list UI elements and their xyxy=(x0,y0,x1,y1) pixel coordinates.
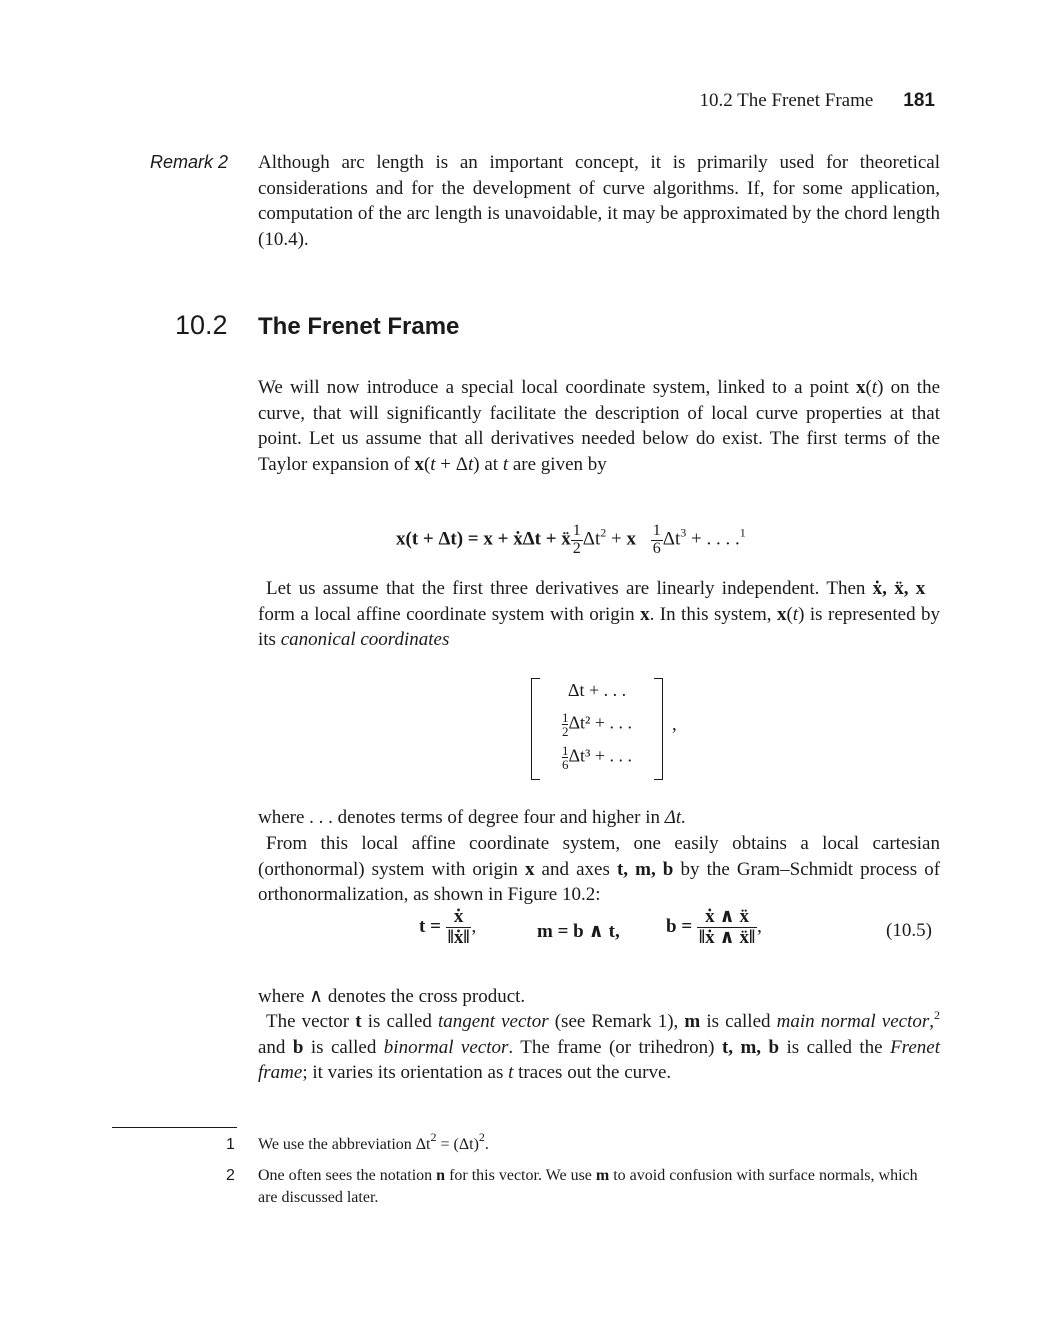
remark-text: Although arc length is an important concept, it is primarily used for theoretical considerations and for the development of curve algorithms. If, for some application, computation of the arc length is unavoidable, it may be approximated by the chord length (10.4). xyxy=(258,152,940,250)
paragraph-cross-product: where ∧ denotes the cross product. xyxy=(258,986,526,1007)
footnote-rule xyxy=(112,1127,237,1128)
paragraph-intro: We will now introduce a special local coordinate system, linked to a point x(t) on the curve, that will significantly facilitate the description of local curve properties at that point. Let us assume that all derivatives needed below do exist. The first terms of the Taylor expansion of x(t + Δt) at t are given by xyxy=(258,377,941,475)
left-bracket xyxy=(531,678,540,780)
section-number: 10.2 xyxy=(175,310,228,340)
matrix-row-2: $\frac{1}{2}$ Δt² + . . . xyxy=(561,710,633,739)
equation-number: (10.5) xyxy=(886,920,932,941)
remark-label: Remark 2 xyxy=(150,152,229,172)
matrix-row-3: $\frac{1}{6}$ Δt³ + . . . xyxy=(561,743,633,772)
matrix-comma: , xyxy=(672,714,677,735)
right-bracket xyxy=(654,678,663,780)
matrix-row-1: Δt + . . . xyxy=(567,680,627,700)
footnote-2-number: 2 xyxy=(226,1167,235,1184)
paragraph-frenet-definition: The vector t is called tangent vector (see Remark 1), m is called main normal vector,$^2$ and b is called binormal vector. The frame (or trihedron) t, m, b is called the Frenet frame; it varies its orientation as t traces out the curve. xyxy=(258,1008,941,1083)
running-title: 10.2 The Frenet Frame xyxy=(699,90,874,111)
footnote-ref-1: 1 xyxy=(739,525,746,540)
footnote-1-number: 1 xyxy=(226,1136,235,1153)
canonical-coordinates-matrix xyxy=(531,678,663,780)
paragraph-canonical: Let us assume that the first three derivatives are linearly independent. Then ẋ, ẍ, x⃛ form a local affine coordinate system with origin x. In this system, x(t) is represented by its canonical coordinates xyxy=(258,578,941,650)
running-header xyxy=(0,90,935,112)
footnote-ref-2: 2 xyxy=(934,1008,941,1022)
paragraph-where-dots: where . . . denotes terms of degree four and higher in Δt. xyxy=(258,807,686,828)
section-title: The Frenet Frame xyxy=(258,313,460,340)
equation-taylor: x(t + Δt) = x + ẋΔt + ẍ $\frac{1}{2}$ $\Delta t^2$ + x⃛ $\frac{1}{6}$ $\Delta t^3$ + . . . .$^1$ xyxy=(396,522,746,557)
equation-binormal: b = $\frac{\text{ẋ ∧ ẍ}}{\text{‖ẋ ∧ ẍ‖}}$ , xyxy=(666,906,762,948)
page-number: 181 xyxy=(903,90,935,111)
paragraph-gram-schmidt: From this local affine coordinate system, one easily obtains a local cartesian (orthonormal) system with origin x and axes t, m, b by the Gram–Schmidt process of orthonormalization, as shown in Figure 10.2: xyxy=(258,833,941,905)
footnote-2-text: One often sees the notation n for this vector. We use m to avoid confusion with surface normals, which are discussed later. xyxy=(258,1167,918,1206)
equation-frenet-frame: t = $\frac{\text{ẋ}}{\text{‖ẋ‖}}$ , xyxy=(419,906,477,948)
footnote-1-text: We use the abbreviation $\Delta t^2 = (\Delta t)^2$. xyxy=(258,1130,489,1153)
equation-main-normal: m = b ∧ t, xyxy=(537,921,620,942)
